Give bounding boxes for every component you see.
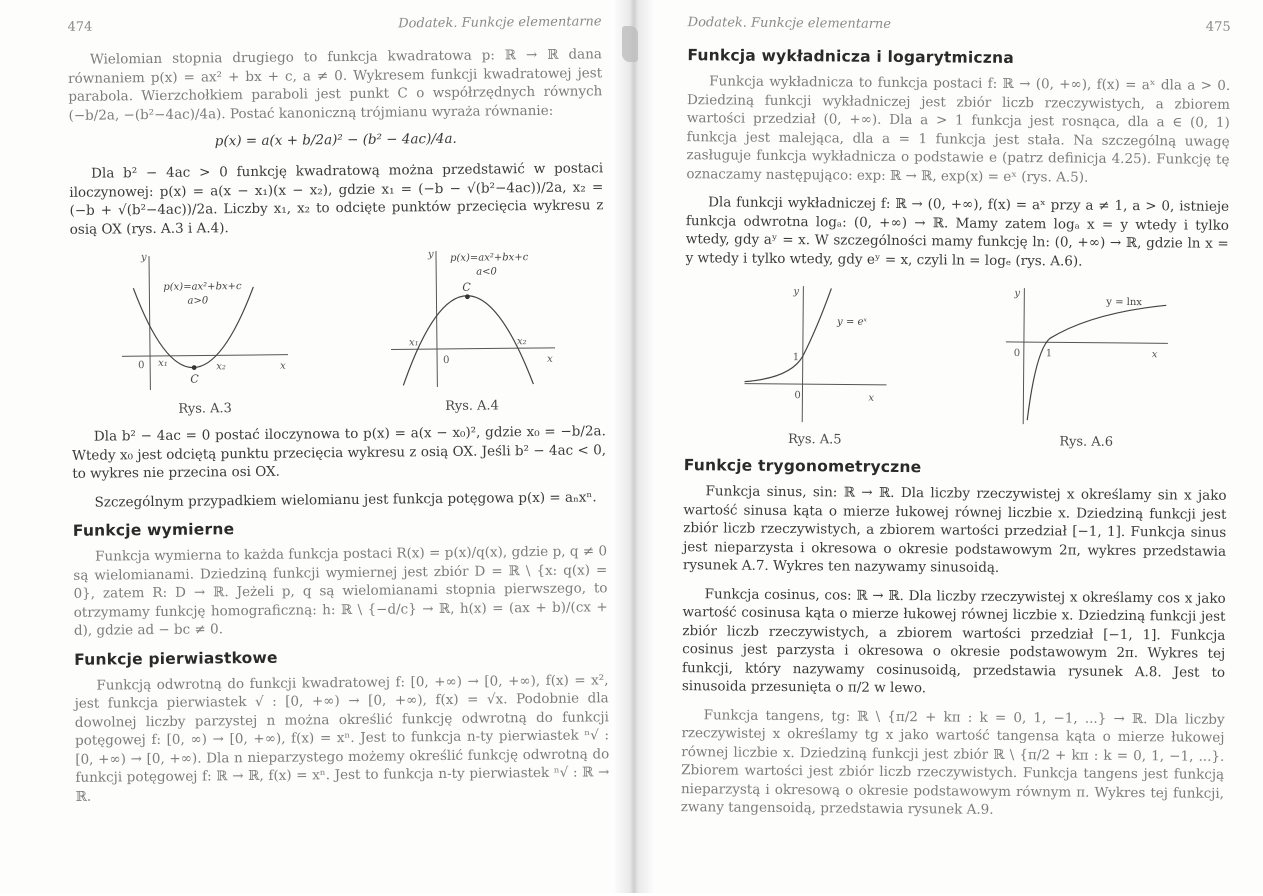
a3-label-x2: x₂ — [215, 361, 226, 373]
figure-a4-graph — [385, 244, 557, 396]
a6-y-axis — [1023, 288, 1024, 424]
a6-ln-curve — [1027, 304, 1166, 421]
heading-exponential-logarithmic: Funkcja wykładnicza i logarytmiczna — [687, 46, 1015, 67]
paragraph-cosine: Funkcja cosinus, cos: ℝ → ℝ. Dla liczby rzeczywistej x określamy cos x jako wartość cosinusa kąta o mierze łukowej równej liczbie x. Dziedziną funkcji jest zbiór liczb rzeczywistych, a zbiorem wartości przedział [−1, 1]. Funkcja cosinus jest parzysta i okresowa o okresie podstawowym 2π. Wykres tej funkcji, który nazywamy cosinusoidą, przedstawia rysunek A.8. Jest to sinusoida przesunięta o π/2 w lewo. — [681, 585, 1226, 697]
gutter-tear-mark — [622, 26, 638, 62]
a4-label-y: y — [427, 249, 434, 261]
right-page — [636, 0, 1263, 895]
a5-label-one: 1 — [792, 352, 799, 364]
figure-a3 — [118, 247, 290, 418]
figure-a3-graph — [118, 247, 290, 399]
a3-y-axis — [149, 256, 150, 390]
a4-label-x2: x₂ — [516, 336, 527, 348]
figure-a4 — [385, 244, 557, 415]
a3-label-condition: a>0 — [186, 295, 208, 307]
a3-label-vertex: C — [189, 372, 199, 386]
figures-a5-a6 — [684, 277, 1228, 451]
right-page-number: 475 — [1205, 19, 1231, 35]
heading-root-functions: Funkcje pierwiastkowe — [74, 648, 278, 669]
caption-a6: Rys. A.6 — [1059, 434, 1114, 450]
paragraph-root-functions: Funkcją odwrotną do funkcji kwadratowej f: [0, +∞) → [0, +∞), f(x) = x², jest funkcja pierwiastek √ : [0, +∞) → [0, +∞), f(x) = √x. Podobnie dla dowolnej liczby parzystej n można określić funkcję odwrotną do funkcji potęgowej f: [0, ∞) → [0, +∞), f(x) = xⁿ. Jest to funkcja n-ty pierwiastek ⁿ√ : [0, +∞) → [0, +∞). Dla n nieparzystego możemy określić funkcję odwrotną do funkcji potęgowej f: ℝ → ℝ, f(x) = xⁿ. Jest to funkcja n-ty pierwiastek ⁿ√ : ℝ → ℝ. — [74, 671, 610, 805]
a4-label-vertex: C — [461, 280, 471, 294]
figure-a5 — [740, 278, 891, 448]
a4-label-function: p(x)=ax²+bx+c — [449, 252, 528, 264]
a3-label-function: p(x)=ax²+bx+c — [162, 281, 242, 293]
caption-a4: Rys. A.4 — [445, 398, 499, 414]
a4-label-x1: x₁ — [408, 337, 419, 349]
heading-trigonometric: Funkcje trygonometryczne — [683, 456, 922, 477]
a6-label-function: y = lnx — [1106, 296, 1143, 309]
a6-label-y: y — [1014, 288, 1021, 300]
equation-canonical-form: p(x) = a(x + b/2a)² − (b² − 4ac)/4a. — [214, 130, 457, 150]
a6-label-origin: 0 — [1014, 347, 1021, 360]
a3-label-y: y — [140, 252, 147, 264]
paragraph-quadratic-intro: Wielomian stopnia drugiego to funkcja kwadratowa p: ℝ → ℝ dana równaniem p(x) = ax² + bx + c, a ≠ 0. Wykresem funkcji kwadratowej jest parabola. Wierzchołkiem paraboli jest punkt C o współrzędnych równych (−b/2a, −(b²−4ac)/4a). Postać kanoniczną trójmianu wyraża równanie: — [68, 46, 603, 124]
heading-rational-functions: Funkcje wymierne — [72, 520, 235, 540]
a6-x-axis — [1006, 342, 1168, 343]
paragraph-sine: Funkcja sinus, sin: ℝ → ℝ. Dla liczby rzeczywistej x określamy sin x jako wartość sinusa kąta o mierze łukowej równej liczbie x. Dziedziną funkcji jest zbiór liczb rzeczywistych, a zbiorem wartości przedział [−1, 1]. Funkcja sinus jest nieparzysta i okresowa o okresie podstawowym 2π, wykres przedstawia rysunek A.7. Wykres ten nazywamy sinusoidą. — [682, 483, 1227, 576]
caption-a3: Rys. A.3 — [178, 401, 232, 417]
a6-label-x: x — [1152, 349, 1158, 361]
caption-a5: Rys. A.5 — [787, 432, 842, 448]
figures-a3-a4 — [70, 243, 606, 418]
a4-label-condition: a<0 — [475, 266, 497, 278]
right-running-title: Dodatek. Funkcje elementarne — [687, 15, 892, 32]
a5-label-y: y — [793, 286, 799, 298]
a3-label-x1: x₁ — [157, 357, 168, 369]
paragraph-product-form: Dla b² − 4ac > 0 funkcję kwadratową można przedstawić w postaci iloczynowej: p(x) = a(x − x₁)(x − x₂), gdzie x₁ = (−b − √(b²−4ac))/2a, x₂ = (−b + √(b²−4ac))/2a. Liczby x₁, x₂ to odcięte punktów przecięcia wykresu z osią OX (rys. A.3 i A.4). — [69, 160, 604, 238]
paragraph-tangent: Funkcja tangens, tg: ℝ \ {π/2 + kπ : k = 0, 1, −1, ...} → ℝ. Dla liczby rzeczywistej x określamy tg x jako wartość tangensa kąta o mierze łukowej równej liczbie x. Dziedziną funkcji jest zbiór ℝ \ {π/2 + kπ : k = 0, 1, −1, ...}. Zbiorem wartości jest zbiór liczb rzeczywistych. Funkcja tangens jest funkcją nieparzystą i okresową o okresie podstawowym równym π. Wykres tej funkcji, zwany tangensoidą, przedstawia rysunek A.9. — [680, 706, 1225, 818]
a4-label-origin: 0 — [442, 354, 450, 366]
left-running-head — [68, 14, 602, 35]
a4-vertex-point — [465, 294, 470, 299]
right-running-head — [688, 15, 1231, 35]
a5-label-x: x — [868, 392, 874, 404]
a4-y-axis — [435, 251, 436, 387]
a5-exp-curve — [744, 288, 831, 383]
figure-a6 — [1001, 280, 1172, 450]
paragraph-double-root: Dla b² − 4ac = 0 postać iloczynowa to p(x) = a(x − x₀)², gdzie x₀ = −b/2a. Wtedy x₀ jest odciętą punktu przecięcia wykresu z osią OX. Jeśli b² − 4ac < 0, to wykres nie przecina osi OX. — [71, 423, 607, 482]
a4-parabola-down — [402, 295, 533, 385]
a3-label-origin: 0 — [137, 360, 145, 372]
a3-label-x: x — [279, 360, 286, 372]
figure-a6-graph — [1001, 280, 1172, 431]
left-running-title: Dodatek. Funkcje elementarne — [398, 14, 602, 32]
left-page-number: 474 — [67, 19, 93, 35]
a3-x-axis — [122, 355, 288, 357]
paragraph-power-function: Szczególnym przypadkiem wielomianu jest funkcja potęgowa p(x) = aₙxⁿ. — [94, 488, 597, 511]
paragraph-exponential: Funkcja wykładnicza to funkcja postaci f: ℝ → (0, +∞), f(x) = aˣ dla a > 0. Dziedziną funkcji wykładniczej jest zbiór liczb rzeczywistych, a zbiorem wartości przedział (0, +∞). Dla a > 1 funkcja jest rosnąca, dla a ∈ (0, 1) funkcja jest malejąca, dla a = 1 funkcja jest stała. Na szczególną uwagę zasługuje funkcja wykładnicza o podstawie e (patrz definicja 4.25). Funkcję tę oznaczamy następująco: exp: ℝ → ℝ, exp(x) = eˣ (rys. A.5). — [686, 73, 1231, 186]
paragraph-rational-functions: Funkcja wymierna to każda funkcja postaci R(x) = p(x)/q(x), gdzie p, q ≠ 0 są wielomianami. Dziedziną funkcji wymiernej jest zbiór D = ℝ \ {x: q(x) = 0}, zatem R: D → ℝ. Jeżeli p, q są wielomianami stopnia pierwszego, to otrzymamy funkcję homograficzną: h: ℝ \ {−d/c} → ℝ, h(x) = (ax + b)/(cx + d), gdzie ad − bc ≠ 0. — [73, 543, 608, 639]
a3-vertex-point — [191, 365, 196, 370]
a5-x-axis — [744, 384, 886, 385]
a5-label-function: y = eˣ — [836, 316, 867, 328]
paragraph-logarithm: Dla funkcji wykładniczej f: ℝ → (0, +∞), f(x) = aˣ przy a ≠ 1, a > 0, istnieje funkcja odwrotna logₐ: (0, +∞) → ℝ. Mamy zatem logₐ x = y wtedy i tylko wtedy, gdy aʸ = x. W szczególności mamy funkcję ln: (0, +∞) → ℝ, gdzie ln x = y wtedy i tylko wtedy, gdy eʸ = x, czyli ln = logₑ (rys. A.6). — [685, 194, 1230, 270]
figure-a5-graph — [740, 278, 891, 429]
a5-label-origin: 0 — [794, 390, 801, 402]
a4-label-x: x — [546, 353, 553, 365]
a6-label-one: 1 — [1046, 348, 1053, 360]
